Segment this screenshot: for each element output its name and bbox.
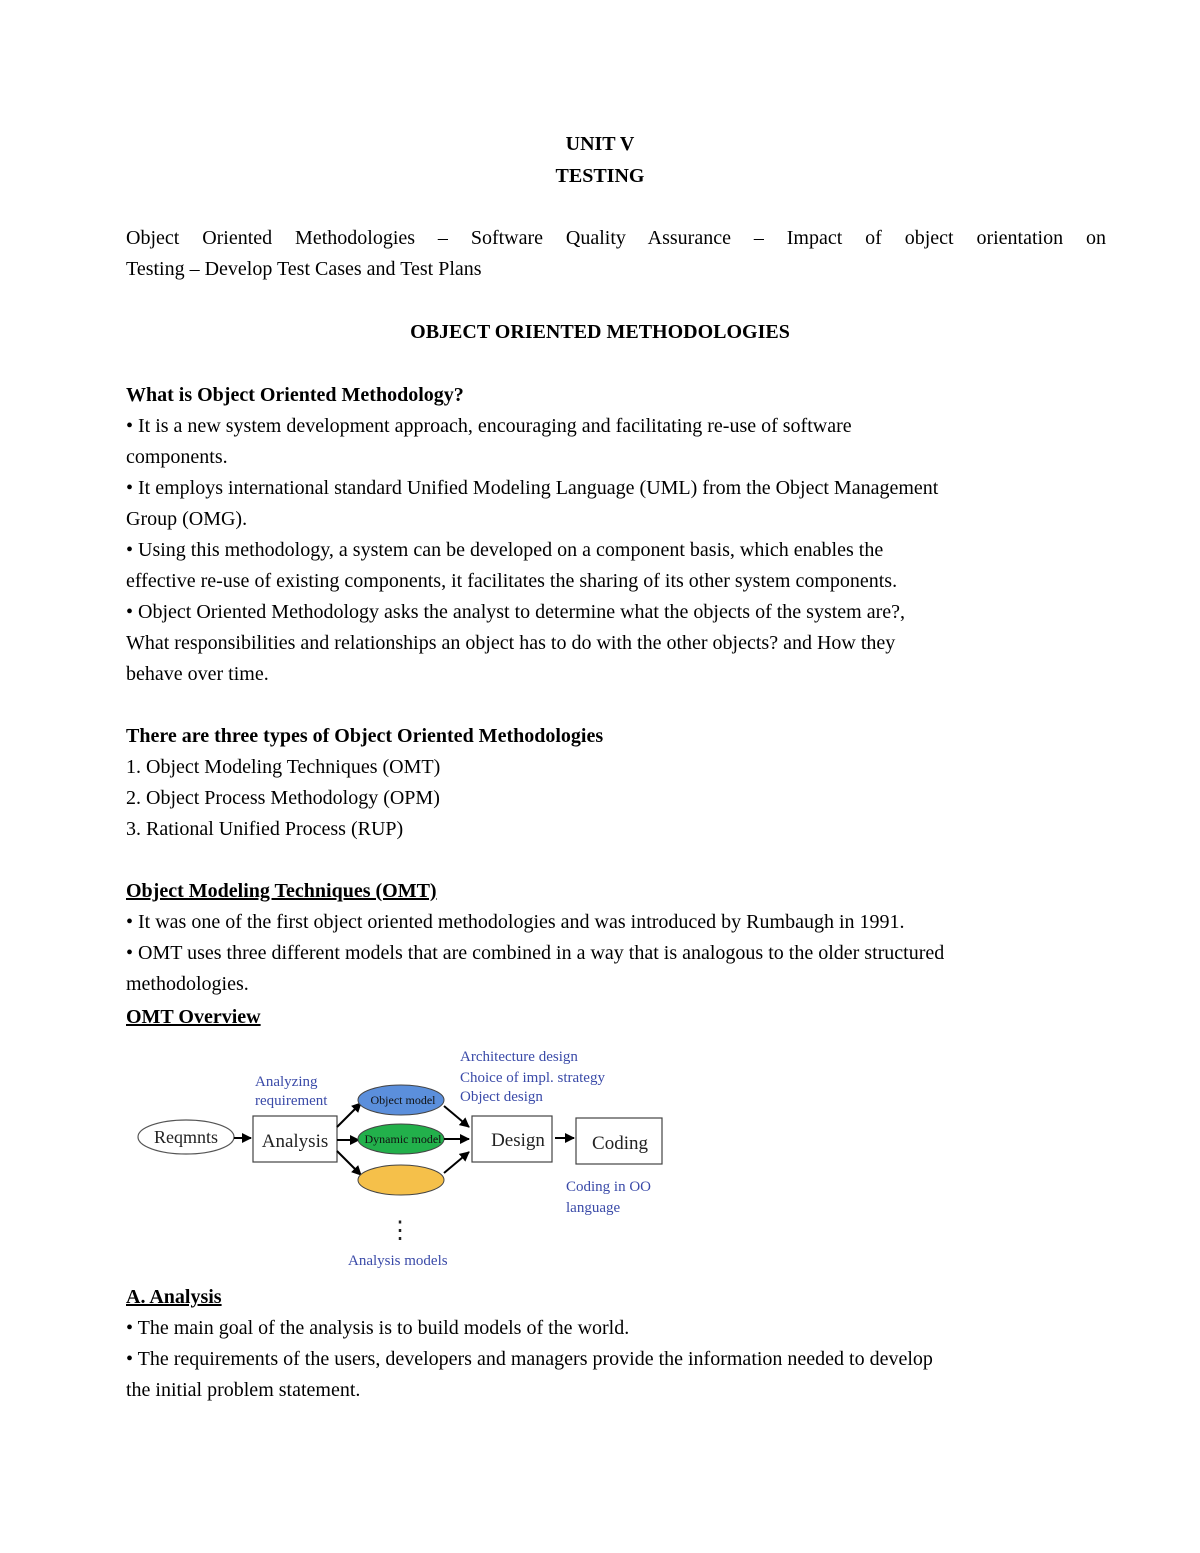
omt-line: methodologies. [126, 973, 249, 995]
analysis-line: • The requirements of the users, developers and managers provide the information needed to develop [126, 1348, 933, 1370]
omt-line: • OMT uses three different models that are combined in a way that is analogous to the older structured [126, 942, 945, 964]
analysis-to-third-model-arrow [337, 1151, 361, 1175]
architecture-design-label: Architecture design [460, 1049, 578, 1065]
object-design-label: Object design [460, 1089, 543, 1105]
what-is-line: • It is a new system development approach, encouraging and facilitating re-use of software [126, 415, 852, 437]
topic-title: TESTING [555, 165, 645, 187]
types-item: 1. Object Modeling Techniques (OMT) [126, 756, 441, 778]
analysis-label: Analysis [261, 1131, 329, 1152]
impl-strategy-label: Choice of impl. strategy [460, 1070, 605, 1086]
analyzing-label: Analyzing [255, 1074, 318, 1090]
types-heading: There are three types of Object Oriented Methodologies [126, 725, 604, 747]
what-is-line: behave over time. [126, 663, 269, 685]
analysis-to-object-model-arrow [337, 1103, 361, 1127]
dynamic-model-node [358, 1124, 444, 1154]
language-label: language [566, 1200, 621, 1216]
coding-node [576, 1118, 662, 1164]
section-title: OBJECT ORIENTED METHODOLOGIES [410, 321, 790, 343]
analysis-line: • The main goal of the analysis is to build models of the world. [126, 1317, 630, 1339]
what-is-heading: What is Object Oriented Methodology? [126, 384, 464, 406]
what-is-line: • It employs international standard Unified Modeling Language (UML) from the Object Management [126, 477, 939, 499]
omt-line: • It was one of the first object oriented methodologies and was introduced by Rumbaugh in 1991. [126, 911, 905, 933]
what-is-line: components. [126, 446, 228, 468]
reqmnts-label: Reqmnts [153, 1127, 219, 1147]
design-label: Design [491, 1130, 545, 1151]
syllabus-line-2: Testing – Develop Test Cases and Test Plans [126, 258, 482, 280]
dynamic-model-label: Dynamic model [364, 1132, 442, 1146]
syllabus-line-1: Object Oriented Methodologies – Software Quality Assurance – Impact of object orientation on [126, 227, 1106, 249]
omt-heading: Object Modeling Techniques (OMT) [126, 880, 437, 902]
types-item: 3. Rational Unified Process (RUP) [126, 818, 404, 840]
design-node [472, 1116, 552, 1162]
what-is-line: • Using this methodology, a system can be developed on a component basis, which enables the [126, 539, 884, 561]
types-item: 2. Object Process Methodology (OPM) [126, 787, 440, 809]
omt-overview-heading: OMT Overview [126, 1006, 261, 1028]
what-is-line: • Object Oriented Methodology asks the analyst to determine what the objects of the system are?, [126, 601, 906, 623]
coding-in-oo-label: Coding in OO [566, 1179, 652, 1195]
object-model-to-design-arrow [444, 1106, 469, 1127]
analysis-node [253, 1116, 337, 1162]
third-model-node [358, 1165, 444, 1195]
unit-title: UNIT V [565, 133, 635, 155]
model-ellipsis: ⋮ [388, 1218, 412, 1244]
what-is-line: What responsibilities and relationships an object has to do with the other objects? and How they [126, 632, 896, 654]
analysis-heading: A. Analysis [126, 1286, 222, 1308]
requirement-label: requirement [255, 1093, 328, 1109]
analysis-models-label: Analysis models [348, 1253, 448, 1269]
coding-label: Coding [592, 1133, 648, 1154]
third-model-to-design-arrow [444, 1152, 469, 1173]
what-is-line: effective re-use of existing components, it facilitates the sharing of its other system components. [126, 570, 898, 592]
object-model-node [358, 1085, 444, 1115]
what-is-line: Group (OMG). [126, 508, 248, 530]
object-model-label: Object model [370, 1093, 436, 1107]
analysis-line: the initial problem statement. [126, 1379, 361, 1401]
reqmnts-node [138, 1120, 234, 1154]
